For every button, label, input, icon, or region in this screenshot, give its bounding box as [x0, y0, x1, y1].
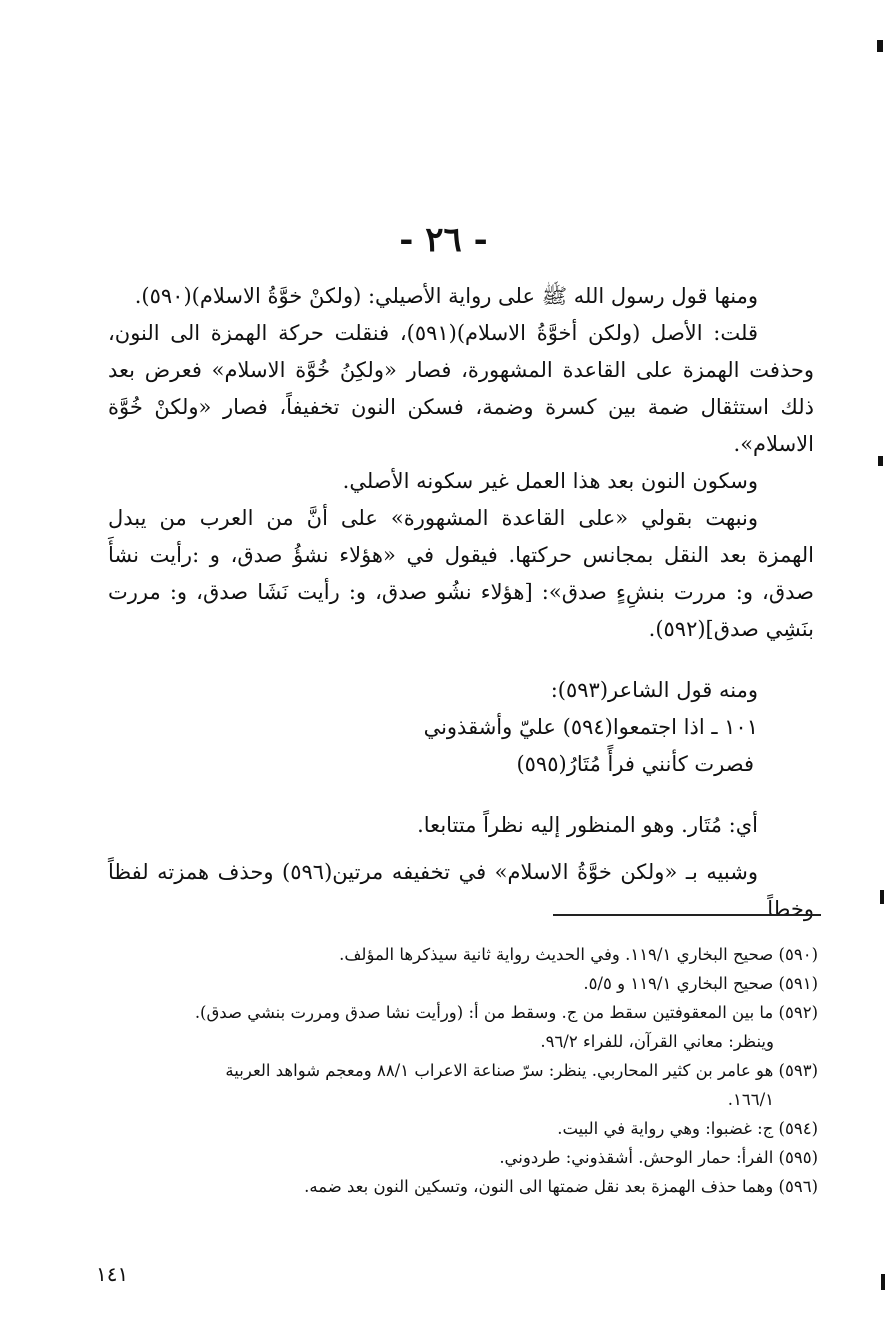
scan-edge-mark-lower [880, 890, 884, 904]
paragraph-explanation: قلت: الأصل (ولكن أخوَّةُ الاسلام)(٥٩١)، فنقلت حركة الهمزة الى النون، وحذفت الهمزة على القاعدة المشهورة، فصار «ولكِنُ خُوَّة الاسلام» فعرض بعد ذلك استثقال ضمة بين كسرة وضمة، فسكن النون تخفيفاً، فصار «ولكنْ خُوَّة الاسلام». [108, 321, 814, 456]
footnote-590: (٥٩٠) صحيح البخاري ١١٩/١. وفي الحديث رواية ثانية سيذكرها المؤلف. [339, 945, 818, 964]
spacer [108, 783, 814, 807]
scan-edge-mark-middle [878, 456, 883, 466]
paragraph-mutar: أي: مُتَار. وهو المنظور إليه نظراً متتابعا. [417, 813, 758, 837]
scan-edge-mark-top [877, 40, 883, 52]
paragraph-noon-sukun: وسكون النون بعد هذا العمل غير سكونه الأصلي. [342, 469, 758, 493]
verse-line-second: فصرت كأنني فرأً مُتَارُ(٥٩٥) [516, 752, 754, 776]
footnote-separator [553, 914, 821, 916]
footnotes [108, 940, 818, 1201]
footnote-592: (٥٩٢) ما بين المعقوفتين سقط من ج. وسقط من أ: (ورأيت نشا صدق ومررت بنشي صدق). [194, 1003, 818, 1022]
poetry-intro: ومنه قول الشاعر(٥٩٣): [550, 678, 758, 702]
paragraph-rule-note: ونبهت بقولي «على القاعدة المشهورة» على أنَّ من العرب من يبدل الهمزة بعد النقل بمجانس حركتها. فيقول في «هؤلاء نشؤُ صدق، و :رأيت نشأَ صدق، و: مررت بنشِءٍ صدق»: [هؤلاء نشُو صدق، و: رأيت نَشَا صدق، و: مررت بنَشِي صدق](٥٩٢). [108, 506, 814, 641]
section-number: - ٢٦ - [399, 220, 488, 260]
footnote-592-continued: وينظر: معاني القرآن، للفراء ٩٦/٢. [540, 1032, 774, 1051]
footnote-593: (٥٩٣) هو عامر بن كثير المحاربي. ينظر: سرّ صناعة الاعراب ٨٨/١ ومعجم شواهد العربية [225, 1061, 818, 1080]
paragraph-hadith: ومنها قول رسول الله ﷺ على رواية الأصيلي: (ولكنْ خوَّةُ الاسلام)(٥٩٠). [134, 284, 758, 308]
scan-edge-mark-bottom [881, 1274, 885, 1290]
paragraph-similar: وشبيه بـ «ولكن خوَّةُ الاسلام» في تخفيفه مرتين(٥٩٦) وحذف همزته لفظاً وخطاً [108, 860, 814, 921]
page-number: ١٤١ [96, 1262, 129, 1286]
footnote-594: (٥٩٤) ج: غضبوا: وهي رواية في البيت. [557, 1119, 818, 1138]
footnote-593-continued: ١٦٦/١. [727, 1090, 774, 1109]
spacer [108, 648, 814, 672]
footnote-596: (٥٩٦) وهما حذف الهمزة بعد نقل ضمتها الى النون، وتسكين النون بعد ضمه. [304, 1177, 818, 1196]
footnote-591: (٥٩١) صحيح البخاري ١١٩/١ و ٥/٥. [583, 974, 818, 993]
footnote-595: (٥٩٥) الفرأ: حمار الوحش. أشقذوني: طردوني. [499, 1148, 818, 1167]
verse-line-first: ١٠١ ـ اذا اجتمعوا(٥٩٤) عليّ وأشقذوني [423, 715, 758, 739]
main-text [108, 278, 814, 928]
